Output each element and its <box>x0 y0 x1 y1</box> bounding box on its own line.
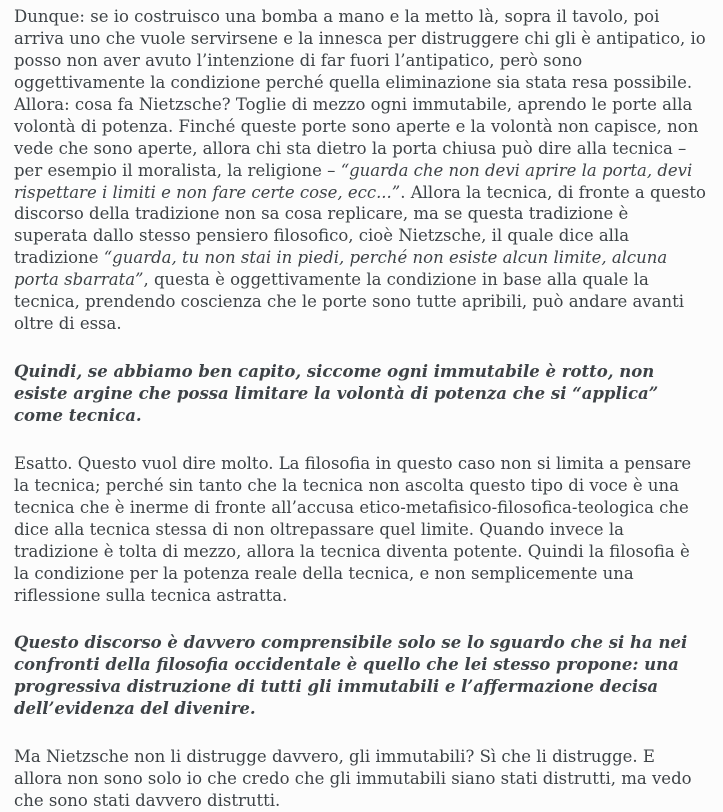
paragraph-text: Esatto. Questo vuol dire molto. La filosofia in questo caso non si limita a pensare la tecnica; perché sin tanto che la tecnica non ascolta questo tipo di voce è una tecnica che è inerme di fronte all’accusa etico-metafisico-filosofica-teologica che dice alla tecnica stessa di non oltrepassare quel limite. Quando invece la tradizione è tolta di mezzo, allora la tecnica diventa potente. Quindi la filosofia è la condizione per la potenza reale della tecnica, e non semplicemente una riflessione sulla tecnica astratta. <box>14 453 692 605</box>
paragraph-text: Ma Nietzsche non li distrugge davvero, gli immutabili? Sì che li distrugge. E allora non sono solo io che credo che gli immutabili siano stati distrutti, ma vedo che sono stati davvero distrutti. <box>14 747 692 811</box>
interview-answer-paragraph <box>14 6 707 335</box>
interview-answer-paragraph <box>14 746 707 812</box>
paragraph-text: Questo discorso è davvero comprensibile solo se lo sguardo che si ha nei confronti della filosofia occidentale è quello che lei stesso propone: una progressiva distruzione di tutti gli immutabili e l’affermazione decisa dell’evidenza del divenire. <box>14 633 688 719</box>
interview-question-paragraph <box>14 361 707 427</box>
quoted-italic-text: “guarda, tu non stai in piedi, perché non esiste alcun limite, alcuna porta sbarrata” <box>14 248 668 290</box>
interview-question-paragraph <box>14 632 707 720</box>
quoted-italic-text: “guarda che non devi aprire la porta, devi rispettare i limiti e non fare certe cose, ecc...” <box>14 160 693 202</box>
interview-answer-paragraph <box>14 453 707 607</box>
paragraph-text: , questa è oggettivamente la condizione in base alla quale la tecnica, prendendo coscienza che le porte sono tutte apribili, può andare avanti oltre di essa. <box>14 270 684 334</box>
paragraph-text: Dunque: se io costruisco una bomba a mano e la metto là, sopra il tavolo, poi arriva uno che vuole servirsene e la innesca per distruggere chi gli è antipatico, io posso non aver avuto l’intenzione di far fuori l’antipatico, però sono oggettivamente la condizione perché quella eliminazione sia stata resa possibile. Allora: cosa fa Nietzsche? Toglie di mezzo ogni immutabile, aprendo le porte alla volontà di potenza. Finché queste porte sono aperte e la volontà non capisce, non vede che sono aperte, allora chi sta dietro la porta chiusa può dire alla tecnica – per esempio il moralista, la religione – <box>14 7 706 180</box>
paragraph-text: Quindi, se abbiamo ben capito, siccome ogni immutabile è rotto, non esiste argine che possa limitare la volontà di potenza che si “applica” come tecnica. <box>14 362 659 425</box>
paragraph-text: . Allora la tecnica, di fronte a questo discorso della tradizione non sa cosa replicare, ma se questa tradizione è superata dallo stesso pensiero filosofico, cioè Nietzsche, il quale dice alla tradizione <box>14 182 706 268</box>
